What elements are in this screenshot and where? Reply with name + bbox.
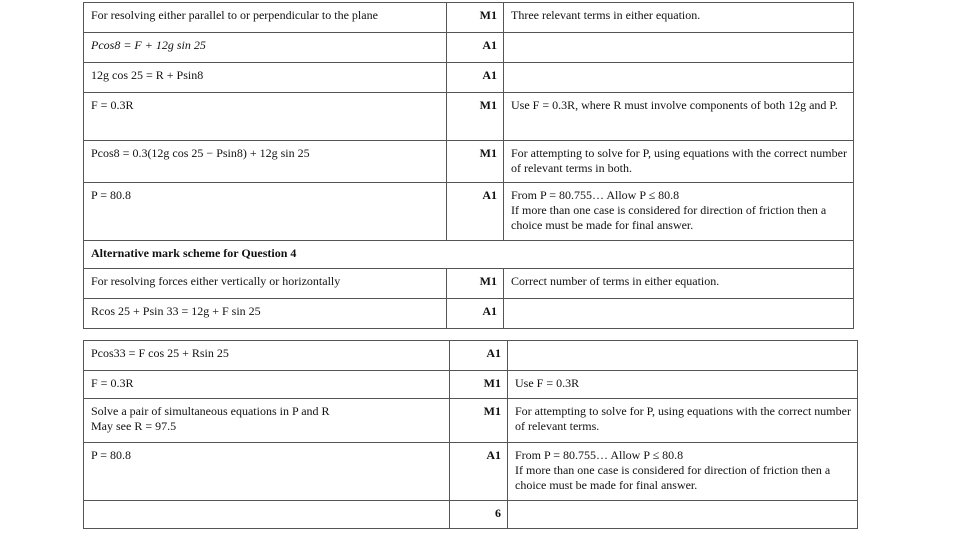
guidance-cell: Correct number of terms in either equation. [504, 269, 854, 299]
answer-cell: Rcos 25 + Psin 33 = 12g + F sin 25 [84, 299, 447, 329]
mark-scheme-table-1 [83, 2, 854, 329]
answer-cell [84, 501, 450, 529]
total-mark-cell: 6 [450, 501, 508, 529]
table-row [84, 371, 858, 399]
answer-cell: For resolving forces either vertically or horizontally [84, 269, 447, 299]
guidance-cell [508, 341, 858, 371]
alt-heading: Alternative mark scheme for Question 4 [84, 241, 854, 269]
table-row [84, 341, 858, 371]
table-row [84, 141, 854, 183]
guidance-cell: From P = 80.755… Allow P ≤ 80.8 If more than one case is considered for direction of friction then a choice must be made for final answer. [508, 443, 858, 501]
guidance-cell [504, 63, 854, 93]
table-row [84, 33, 854, 63]
answer-cell: F = 0.3R [84, 371, 450, 399]
alt-heading-row [84, 241, 854, 269]
mark-cell: M1 [450, 399, 508, 443]
mark-cell: M1 [447, 269, 504, 299]
guidance-cell: From P = 80.755… Allow P ≤ 80.8 If more than one case is considered for direction of friction then a choice must be made for final answer. [504, 183, 854, 241]
guidance-cell: Use F = 0.3R, where R must involve components of both 12g and P. [504, 93, 854, 141]
answer-cell: Pcos8 = F + 12g sin 25 [84, 33, 447, 63]
table-row [84, 399, 858, 443]
guidance-cell: Use F = 0.3R [508, 371, 858, 399]
mark-cell: A1 [450, 443, 508, 501]
table-row [84, 3, 854, 33]
answer-cell: Pcos33 = F cos 25 + Rsin 25 [84, 341, 450, 371]
guidance-cell [508, 501, 858, 529]
answer-cell: 12g cos 25 = R + Psin8 [84, 63, 447, 93]
total-row [84, 501, 858, 529]
answer-cell: P = 80.8 [84, 183, 447, 241]
mark-cell: M1 [447, 141, 504, 183]
guidance-cell: For attempting to solve for P, using equations with the correct number of relevant terms in both. [504, 141, 854, 183]
table-row [84, 299, 854, 329]
mark-cell: A1 [450, 341, 508, 371]
table-row [84, 183, 854, 241]
answer-cell: For resolving either parallel to or perpendicular to the plane [84, 3, 447, 33]
mark-cell: A1 [447, 33, 504, 63]
guidance-cell: For attempting to solve for P, using equations with the correct number of relevant terms. [508, 399, 858, 443]
mark-cell: M1 [447, 93, 504, 141]
answer-cell: Pcos8 = 0.3(12g cos 25 − Psin8) + 12g sin 25 [84, 141, 447, 183]
mark-cell: A1 [447, 183, 504, 241]
guidance-cell [504, 33, 854, 63]
mark-cell: M1 [447, 3, 504, 33]
table-row [84, 93, 854, 141]
table-row [84, 63, 854, 93]
table-row [84, 269, 854, 299]
guidance-cell [504, 299, 854, 329]
mark-cell: A1 [447, 63, 504, 93]
answer-cell: P = 80.8 [84, 443, 450, 501]
mark-cell: M1 [450, 371, 508, 399]
answer-cell: F = 0.3R [84, 93, 447, 141]
guidance-cell: Three relevant terms in either equation. [504, 3, 854, 33]
mark-scheme-table-2 [83, 340, 858, 529]
mark-cell: A1 [447, 299, 504, 329]
answer-cell: Solve a pair of simultaneous equations in P and R May see R = 97.5 [84, 399, 450, 443]
table-row [84, 443, 858, 501]
